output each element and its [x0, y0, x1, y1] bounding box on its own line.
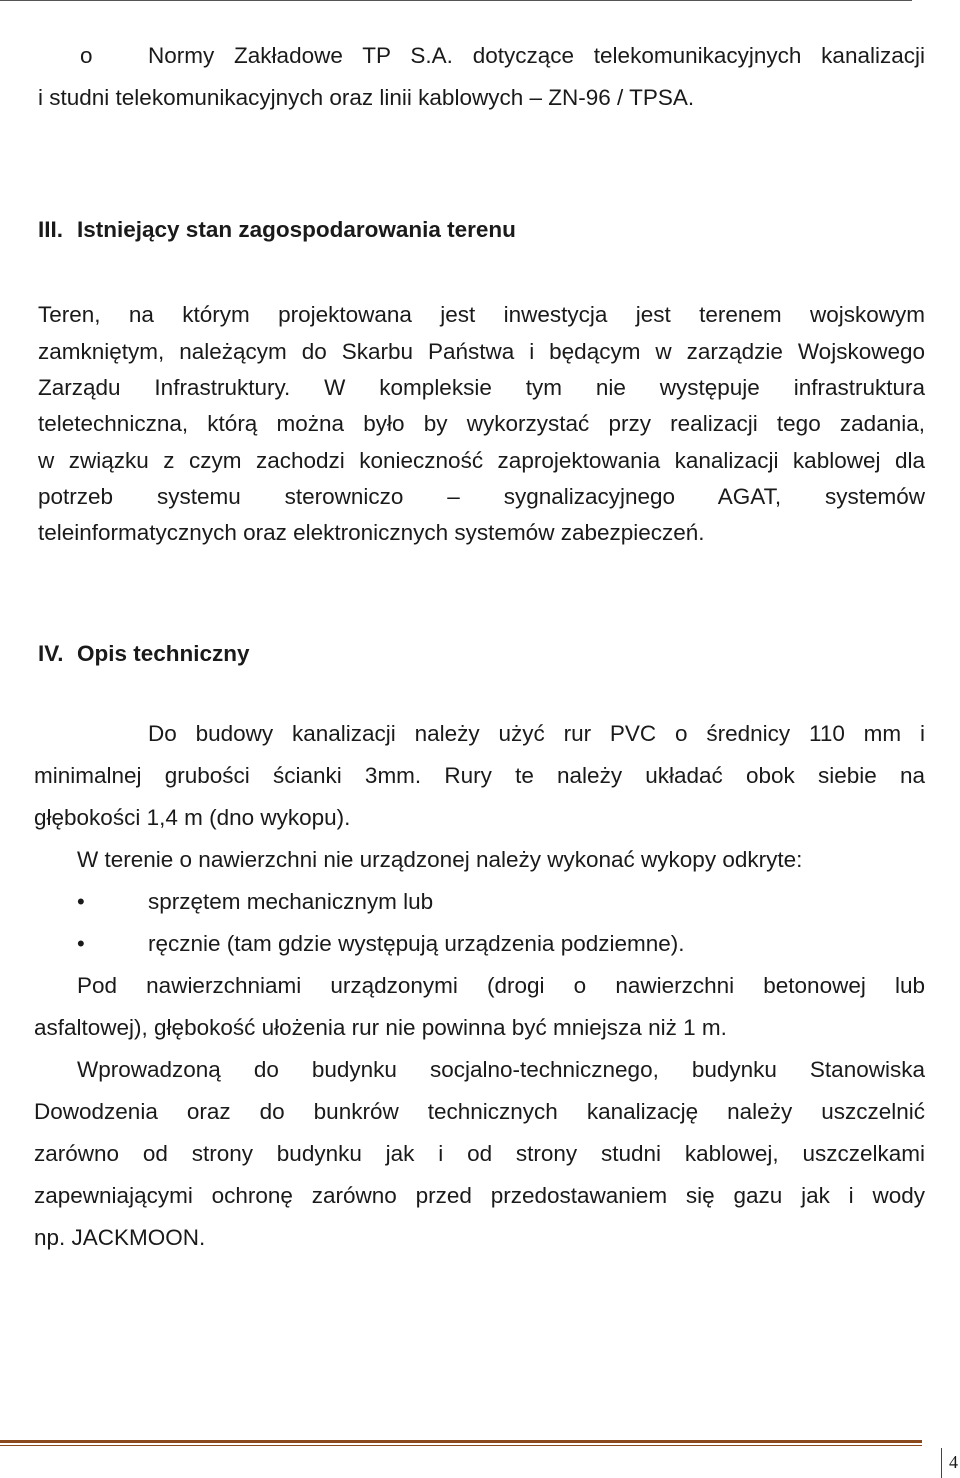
section4-p3-line2: asfaltowej), głębokość ułożenia rur nie powinna być mniejsza niż 1 m. [34, 1015, 727, 1040]
section-title-4: Opis techniczny [77, 641, 250, 666]
section4-p4-line1: Wprowadzoną do budynku socjalno-technicznego, budynku Stanowiska [77, 1057, 925, 1082]
bullet-item-2: ręcznie (tam gdzie występują urządzenia podziemne). [148, 931, 685, 956]
page-number-divider [941, 1448, 942, 1478]
section-title-3: Istniejący stan zagospodarowania terenu [77, 217, 516, 242]
section3-line-3: Zarządu Infrastruktury. W kompleksie tym nie występuje infrastruktura [38, 375, 925, 400]
section3-line-4: teletechniczna, którą można było by wykorzystać przy realizacji tego zadania, [38, 411, 925, 436]
section4-p4-line4: zapewniającymi ochronę zarówno przed przedostawaniem się gazu jak i wody [34, 1183, 925, 1208]
section3-line-6: potrzeb systemu sterowniczo – sygnalizacyjnego AGAT, systemów [38, 484, 925, 509]
footer-rule-thick [0, 1440, 922, 1443]
section4-p2: W terenie o nawierzchni nie urządzonej należy wykonać wykopy odkryte: [77, 847, 803, 872]
norm-reference-line1: Normy Zakładowe TP S.A. dotyczące telekomunikacyjnych kanalizacji [148, 43, 925, 68]
section4-p1-line1: Do budowy kanalizacji należy użyć rur PVC o średnicy 110 mm i [148, 721, 925, 746]
footer-rule-thin [0, 1445, 922, 1446]
section4-p1-line3: głębokości 1,4 m (dno wykopu). [34, 805, 351, 830]
bullet-item-1: sprzętem mechanicznym lub [148, 889, 434, 914]
section3-line-1: Teren, na którym projektowana jest inwestycja jest terenem wojskowym [38, 302, 925, 327]
section4-p4-line2: Dowodzenia oraz do bunkrów technicznych kanalizację należy uszczelnić [34, 1099, 925, 1124]
page-number: 4 [949, 1452, 958, 1472]
section-number-3: III. [38, 217, 64, 242]
section4-p1-line2: minimalnej grubości ścianki 3mm. Rury te należy układać obok siebie na [34, 763, 925, 788]
header-rule [0, 0, 912, 1]
section4-p4-line3: zarówno od strony budynku jak i od strony studni kablowej, uszczelkami [34, 1141, 925, 1166]
bullet-icon: • [77, 889, 85, 914]
bullet-icon: • [77, 931, 85, 956]
section4-p4-line5: np. JACKMOON. [34, 1225, 206, 1250]
section3-line-2: zamkniętym, należącym do Skarbu Państwa i będącym w zarządzie Wojskowego [38, 339, 925, 364]
section3-line-5: w związku z czym zachodzi konieczność zaprojektowania kanalizacji kablowej dla [38, 448, 925, 473]
section3-line-7: teleinformatycznych oraz elektronicznych systemów zabezpieczeń. [38, 520, 705, 545]
section4-p3-line1: Pod nawierzchniami urządzonymi (drogi o nawierzchni betonowej lub [77, 973, 925, 998]
section-number-4: IV. [38, 641, 64, 666]
norm-reference-line2: i studni telekomunikacyjnych oraz linii kablowych – ZN-96 / TPSA. [38, 85, 695, 110]
list-marker-o: o [80, 43, 93, 68]
